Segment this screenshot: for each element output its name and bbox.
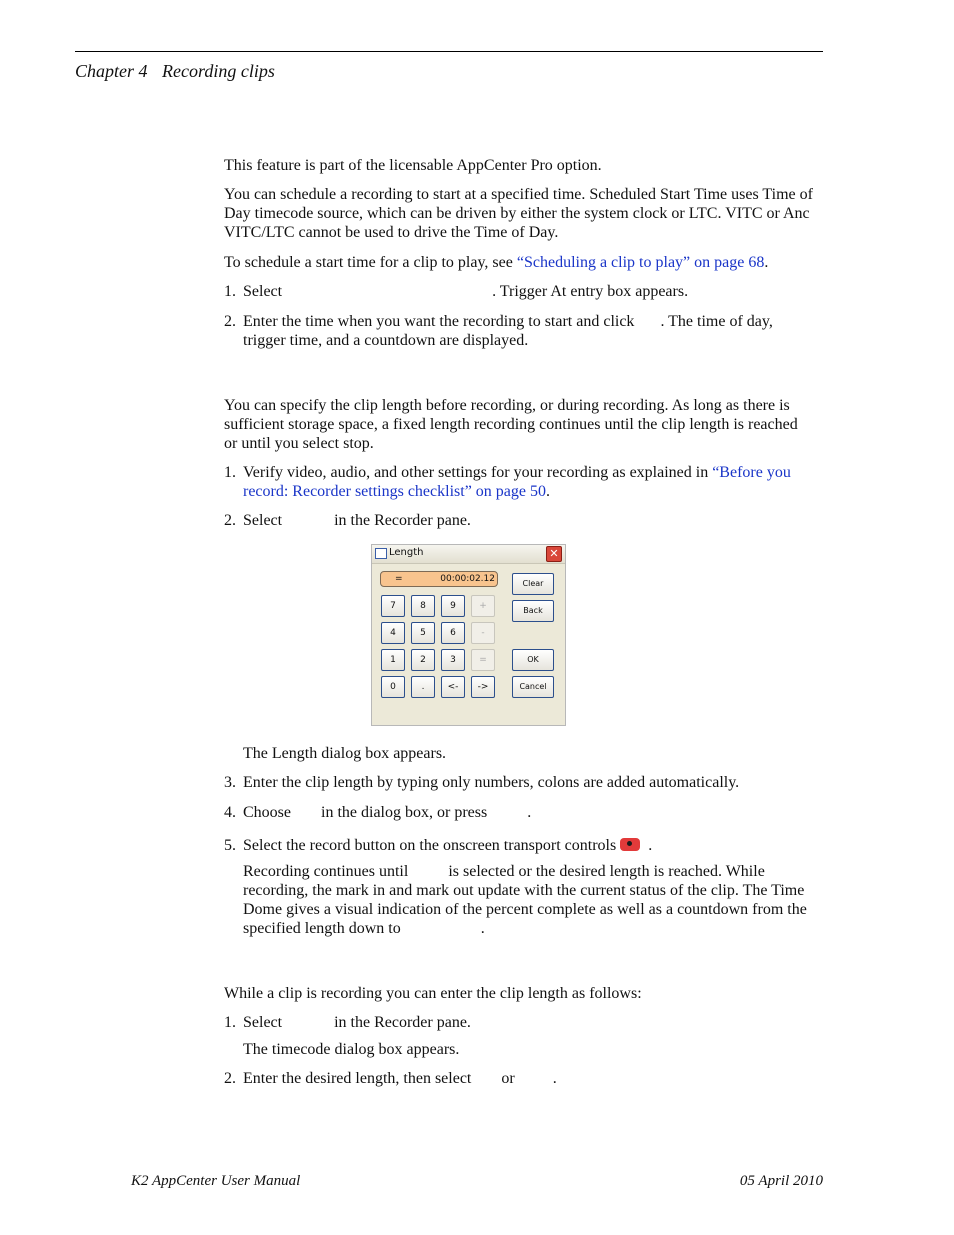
key-4[interactable]: 4 [381,622,405,644]
step-text-a: Select the record button on the onscreen transport controls [243,837,617,854]
timecode-dialog-note: The timecode dialog box appears. [243,1041,460,1058]
display-equals: = [395,574,403,584]
close-icon[interactable]: ✕ [546,546,562,562]
step-number: 2. [224,1070,236,1087]
key-5[interactable]: 5 [411,622,435,644]
ok-button[interactable]: OK [512,649,554,671]
step-number: 1. [224,1014,236,1031]
sched-crossref-link[interactable]: “Scheduling a clip to play” on page 68 [516,254,765,271]
record-button-icon [620,838,640,851]
key-3[interactable]: 3 [441,649,465,671]
step-text-b: or [501,1070,515,1087]
timecode-display[interactable] [380,571,498,587]
sched-crossref [224,253,814,272]
key-minus[interactable]: - [471,622,495,644]
fixed-intro: You can specify the clip length before recording, or during recording. As long as there is sufficient storage space, a fixed length recording continues until the clip length is reached or until you select stop. [224,397,798,452]
step-number: 1. [224,283,236,300]
footer-manual-title: K2 AppCenter User Manual [131,1173,301,1189]
step-text-c: . [527,804,532,821]
step-text-a: Enter the time when you want the recording to start and click [243,313,635,330]
step-text-b: in the Recorder pane. [334,512,471,529]
detail-text-c: . [480,920,485,937]
header-rule [75,51,823,52]
display-value: 00:00:02.12 [440,574,495,584]
step-text-a: Select [243,512,283,529]
step-text-post: . [546,483,550,500]
step-number: 4. [224,804,236,821]
step-text: Enter the clip length by typing only numbers, colons are added automatically. [243,774,740,791]
length-dialog [371,544,566,726]
step-text-b: . [648,837,653,854]
sched-intro: This feature is part of the licensable AppCenter Pro option. [224,157,602,174]
sched-crossref-pre: To schedule a start time for a clip to play, see [224,254,517,271]
step-number: 2. [224,313,236,330]
step-text-a: Enter the desired length, then select [243,1070,472,1087]
step-number: 3. [224,774,236,791]
dialog-appears-note: The Length dialog box appears. [243,745,447,762]
chapter-title: Recording clips [162,61,275,81]
step-text-b: in the Recorder pane. [334,1014,471,1031]
step-text-a: Select [243,1014,283,1031]
step-text-b: . Trigger At entry box appears. [492,283,689,300]
key-right-arrow[interactable]: -> [471,676,495,698]
key-7[interactable]: 7 [381,595,405,617]
step-number: 2. [224,512,236,529]
sched-crossref-post: . [764,254,769,271]
step-number: 5. [224,837,236,854]
key-9[interactable]: 9 [441,595,465,617]
key-1[interactable]: 1 [381,649,405,671]
chapter-header [75,61,275,82]
key-equals[interactable]: = [471,649,495,671]
key-6[interactable]: 6 [441,622,465,644]
step-text-b: . The time of day, trigger time, and a countdown are displayed. [243,313,773,349]
chapter-number: Chapter 4 [75,61,148,81]
step-text-a: Select [243,283,283,300]
dialog-title: Length [389,547,424,558]
key-dot[interactable]: . [411,676,435,698]
window-icon [375,548,387,559]
settings-checklist-link[interactable]: “Before you record: Recorder settings checklist” on page 50 [243,464,791,500]
step-text-b: in the dialog box, or press [321,804,488,821]
key-left-arrow[interactable]: <- [441,676,465,698]
detail-text-a: Recording continues until [243,863,409,880]
key-2[interactable]: 2 [411,649,435,671]
footer-date: 05 April 2010 [739,1173,823,1189]
detail-text-b: is selected or the desired length is reached. While recording, the mark in and mark out update with the current status of the clip. The Time Dome gives a visual indication of the percent complete as well as a countdown from the specified length down to [243,863,807,937]
back-button[interactable]: Back [512,600,554,622]
sched-description: You can schedule a recording to start at a specified time. Scheduled Start Time uses Time of Day timecode source, which can be driven by either the system clock or LTC. VITC or Anc VITC/LTC cannot be used to drive the Time of Day. [224,186,813,241]
step-text-pre: Verify video, audio, and other settings for your recording as explained in [243,464,713,481]
step-number: 1. [224,464,236,481]
step-text-c: . [552,1070,557,1087]
during-intro: While a clip is recording you can enter the clip length as follows: [224,985,642,1002]
cancel-button[interactable]: Cancel [512,676,554,698]
clear-button[interactable]: Clear [512,573,554,595]
record-detail [243,862,813,938]
key-8[interactable]: 8 [411,595,435,617]
step-text-a: Choose [243,804,291,821]
key-0[interactable]: 0 [381,676,405,698]
dialog-titlebar [372,545,565,564]
key-plus[interactable]: + [471,595,495,617]
